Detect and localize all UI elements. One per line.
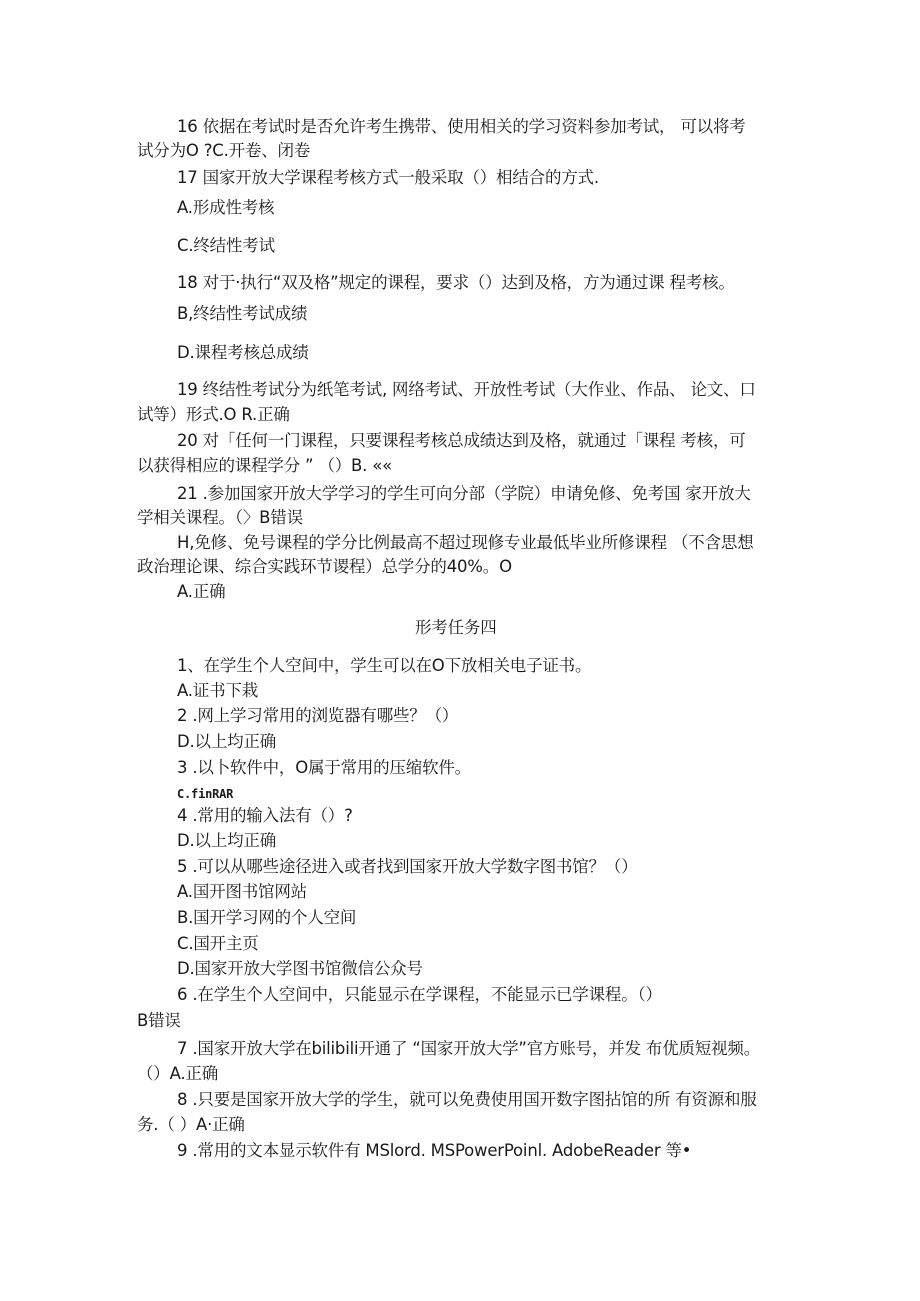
q16-line-1: 16 依据在考试时是否允许考生携带、使用相关的学习资料参加考试， 可以将考	[177, 117, 746, 136]
t4-q3: 3 .以卜软件中，O属于常用的压缩软件。	[177, 758, 471, 777]
t4-q5-option-d: D.国家开放大学图书馆微信公众号	[177, 959, 423, 978]
q21-line-2: 学相关课程。（〉B错误	[137, 508, 303, 527]
t4-q8-line-2: 务.（ ）A·正确	[137, 1115, 245, 1134]
t4-q9: 9 .常用的文本显示软件有 MSlord. MSPowerPoinl. AdobeReader 等•	[177, 1141, 692, 1160]
t4-q5-option-c: C.国开主页	[177, 934, 259, 953]
q19-line-1: 19 终结性考试分为纸笔考试, 网络考试、开放性考试（大作业、作品、 论文、口	[177, 380, 756, 399]
q19-line-2: 试等）形式.O R.正确	[137, 405, 290, 424]
q18-option-d: D.课程考核总成绩	[177, 343, 309, 362]
t4-q3-answer: C.finRAR	[177, 787, 234, 801]
t4-q4-answer: D.以上均正确	[177, 831, 277, 850]
q20-line-2: 以获得相应的课程学分 ” （）B. ««	[137, 456, 393, 475]
t4-q5-option-a: A.国开图书馆网站	[177, 882, 307, 901]
t4-q7-line-2: （）A.正确	[137, 1064, 219, 1083]
t4-q5: 5 .可以从哪些途径进入或者找到国家开放大学数字图书馆？（）	[177, 857, 638, 876]
q18-line-1: 18 对于·执行“双及格”规定的课程，要求（）达到及格，方为通过课 程考核。	[177, 273, 735, 292]
t4-q5-option-b: B.国开学习网的个人空间	[177, 908, 357, 927]
q17-option-c: C.终结性考试	[177, 236, 275, 255]
t4-q6: 6 .在学生个人空间中，只能显示在学课程，不能显示已学课程。（）	[177, 985, 662, 1004]
q21-line-1: 21 .参加国家开放大学学习的学生可向分部（学院）申请免修、免考国 家开放大	[177, 484, 751, 503]
t4-q6-answer: B错误	[137, 1011, 181, 1030]
q22-line-2: 政治理论课、综合实践环节谡程）总学分的40%。O	[137, 557, 512, 576]
t4-q8-line-1: 8 .只要是国家开放大学的学生，就可以免费使用国开数字图拈馆的所 有资源和服	[177, 1090, 757, 1109]
q16-line-2: 试分为O ?C.开卷、闭卷	[137, 141, 311, 160]
t4-q1: 1、在学生个人空间中，学生可以在O下放相关电子证书。	[177, 656, 592, 675]
q18-option-b: B,终结性考试成绩	[177, 304, 308, 323]
t4-q2-answer: D.以上均正确	[177, 732, 277, 751]
t4-q1-answer: A.证书下栽	[177, 681, 259, 700]
t4-q7-line-1: 7 .国家开放大学在bilibili开通了 “国家开放大学”官方账号，并发 布优质短视频。	[177, 1039, 761, 1058]
t4-q2: 2 .网上学习常用的浏览器有哪些？（）	[177, 706, 459, 725]
q20-line-1: 20 对「任何一门课程，只要课程考核总成绩达到及格，就通过「课程 考核，可	[177, 431, 746, 450]
q22-line-1: H,免修、免号课程的学分比例最高不超过现修专业最低毕业所修课程 （不含思想	[177, 533, 754, 552]
t4-q4: 4 .常用的输入法有（）?	[177, 806, 353, 825]
q17-option-a: A.形成性考核	[177, 198, 275, 217]
section-title: 形考任务四	[415, 618, 497, 637]
q22-answer: A.正确	[177, 582, 226, 601]
q17-line-1: 17 国家开放大学课程考核方式一般采取（）相结合的方式.	[177, 168, 599, 187]
